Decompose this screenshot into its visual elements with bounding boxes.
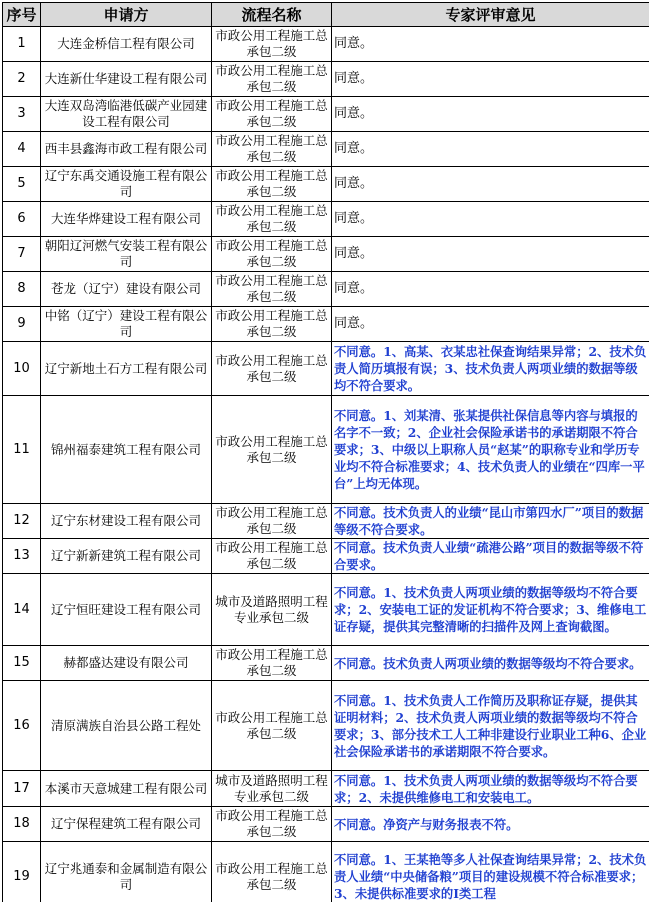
row-applicant: 辽宁东禹交通设施工程有限公司 — [41, 167, 212, 202]
row-process: 城市及道路照明工程专业承包二级 — [212, 771, 332, 807]
table-row — [3, 504, 650, 539]
row-opinion: 同意。 — [332, 132, 650, 167]
row-applicant: 朝阳辽河燃气安装工程有限公司 — [41, 237, 212, 272]
row-process: 市政公用工程施工总承包二级 — [212, 807, 332, 842]
row-process: 市政公用工程施工总承包二级 — [212, 272, 332, 307]
row-applicant: 清原满族自治县公路工程处 — [41, 681, 212, 771]
row-seq: 19 — [3, 842, 41, 903]
row-applicant: 大连华烨建设工程有限公司 — [41, 202, 212, 237]
row-seq: 1 — [3, 27, 41, 62]
row-applicant: 本溪市天意城建工程有限公司 — [41, 771, 212, 807]
row-process: 市政公用工程施工总承包二级 — [212, 539, 332, 574]
row-process: 市政公用工程施工总承包二级 — [212, 62, 332, 97]
row-process: 市政公用工程施工总承包二级 — [212, 167, 332, 202]
row-process: 市政公用工程施工总承包二级 — [212, 97, 332, 132]
row-process: 市政公用工程施工总承包二级 — [212, 842, 332, 903]
table-row — [3, 97, 650, 132]
row-applicant: 辽宁恒旺建设工程有限公司 — [41, 574, 212, 646]
table-row — [3, 771, 650, 807]
row-opinion: 不同意。1、王某艳等多人社保查询结果异常；2、技术负责人业绩“中央储备粮”项目的建设规模不符合标准要求；3、未提供标准要求的I类工程 — [332, 842, 650, 903]
row-opinion: 不同意。1、技术负责人两项业绩的数据等级均不符合要求；2、未提供维修电工和安装电工。 — [332, 771, 650, 807]
row-applicant: 大连新仕华建设工程有限公司 — [41, 62, 212, 97]
row-opinion: 同意。 — [332, 167, 650, 202]
row-opinion: 同意。 — [332, 97, 650, 132]
row-seq: 17 — [3, 771, 41, 807]
row-seq: 9 — [3, 307, 41, 342]
row-applicant: 中铭（辽宁）建设工程有限公司 — [41, 307, 212, 342]
table-row — [3, 539, 650, 574]
review-table-container — [2, 2, 649, 902]
table-row — [3, 342, 650, 396]
table-row — [3, 574, 650, 646]
row-applicant: 大连金桥信工程有限公司 — [41, 27, 212, 62]
row-seq: 13 — [3, 539, 41, 574]
table-row — [3, 307, 650, 342]
row-opinion: 不同意。1、高某、衣某忠社保查询结果异常；2、技术负责人简历填报有误；3、技术负责人两项业绩的数据等级均不符合要求。 — [332, 342, 650, 396]
row-opinion: 不同意。净资产与财务报表不符。 — [332, 807, 650, 842]
table-row — [3, 842, 650, 903]
row-process: 市政公用工程施工总承包二级 — [212, 202, 332, 237]
table-row — [3, 807, 650, 842]
row-seq: 11 — [3, 396, 41, 504]
row-process: 城市及道路照明工程专业承包二级 — [212, 574, 332, 646]
row-opinion: 同意。 — [332, 62, 650, 97]
row-seq: 4 — [3, 132, 41, 167]
row-seq: 16 — [3, 681, 41, 771]
row-seq: 2 — [3, 62, 41, 97]
table-row — [3, 27, 650, 62]
row-process: 市政公用工程施工总承包二级 — [212, 307, 332, 342]
row-seq: 10 — [3, 342, 41, 396]
row-process: 市政公用工程施工总承包二级 — [212, 646, 332, 681]
header-applicant: 申请方 — [41, 3, 212, 27]
row-process: 市政公用工程施工总承包二级 — [212, 504, 332, 539]
row-applicant: 西丰县鑫海市政工程有限公司 — [41, 132, 212, 167]
row-opinion: 不同意。技术负责人两项业绩的数据等级均不符合要求。 — [332, 646, 650, 681]
table-row — [3, 272, 650, 307]
header-process: 流程名称 — [212, 3, 332, 27]
row-seq: 7 — [3, 237, 41, 272]
row-seq: 15 — [3, 646, 41, 681]
row-applicant: 辽宁新新建筑工程有限公司 — [41, 539, 212, 574]
row-opinion: 同意。 — [332, 27, 650, 62]
row-process: 市政公用工程施工总承包二级 — [212, 132, 332, 167]
row-opinion: 同意。 — [332, 307, 650, 342]
table-row — [3, 62, 650, 97]
row-applicant: 辽宁兆通泰和金属制造有限公司 — [41, 842, 212, 903]
row-applicant: 大连双岛湾临港低碳产业园建设工程有限公司 — [41, 97, 212, 132]
header-opinion: 专家评审意见 — [332, 3, 650, 27]
row-applicant: 辽宁新地土石方工程有限公司 — [41, 342, 212, 396]
row-seq: 18 — [3, 807, 41, 842]
row-process: 市政公用工程施工总承包二级 — [212, 342, 332, 396]
row-process: 市政公用工程施工总承包二级 — [212, 27, 332, 62]
table-row — [3, 646, 650, 681]
row-seq: 12 — [3, 504, 41, 539]
row-process: 市政公用工程施工总承包二级 — [212, 396, 332, 504]
table-row — [3, 681, 650, 771]
row-opinion: 不同意。1、刘某清、张某提供社保信息等内容与填报的名字不一致；2、企业社会保险承诺书的承诺期限不符合要求；3、中级以上职称人员“赵某”的职称专业和学历专业均不符合标准要求；4、技术负责人的业绩在“四库一平台”上均无体现。 — [332, 396, 650, 504]
row-seq: 14 — [3, 574, 41, 646]
row-applicant: 辽宁东材建设工程有限公司 — [41, 504, 212, 539]
table-row — [3, 132, 650, 167]
row-opinion: 同意。 — [332, 202, 650, 237]
row-seq: 3 — [3, 97, 41, 132]
row-seq: 6 — [3, 202, 41, 237]
table-row — [3, 202, 650, 237]
row-opinion: 同意。 — [332, 272, 650, 307]
row-process: 市政公用工程施工总承包二级 — [212, 681, 332, 771]
table-row — [3, 396, 650, 504]
row-process: 市政公用工程施工总承包二级 — [212, 237, 332, 272]
expert-review-table — [2, 2, 649, 902]
row-applicant: 赫都盛达建设有限公司 — [41, 646, 212, 681]
table-row — [3, 167, 650, 202]
row-opinion: 不同意。1、技术负责人两项业绩的数据等级均不符合要求；2、安装电工证的发证机构不符合要求；3、维修电工证存疑，提供其完整清晰的扫描件及网上查询截图。 — [332, 574, 650, 646]
row-opinion: 同意。 — [332, 237, 650, 272]
header-seq: 序号 — [3, 3, 41, 27]
table-row — [3, 237, 650, 272]
row-seq: 5 — [3, 167, 41, 202]
row-opinion: 不同意。技术负责人业绩“疏港公路”项目的数据等级不符合要求。 — [332, 539, 650, 574]
row-applicant: 苍龙（辽宁）建设有限公司 — [41, 272, 212, 307]
header-row — [3, 3, 650, 27]
row-applicant: 锦州福泰建筑工程有限公司 — [41, 396, 212, 504]
row-applicant: 辽宁保程建筑工程有限公司 — [41, 807, 212, 842]
row-opinion: 不同意。1、技术负责人工作简历及职称证存疑，提供其证明材料；2、技术负责人两项业绩的数据等级均不符合要求；3、部分技术工人工种非建设行业职业工种6、企业社会保险承诺书的承诺期限不符合要求。 — [332, 681, 650, 771]
row-seq: 8 — [3, 272, 41, 307]
row-opinion: 不同意。技术负责人的业绩“昆山市第四水厂”项目的数据等级不符合要求。 — [332, 504, 650, 539]
